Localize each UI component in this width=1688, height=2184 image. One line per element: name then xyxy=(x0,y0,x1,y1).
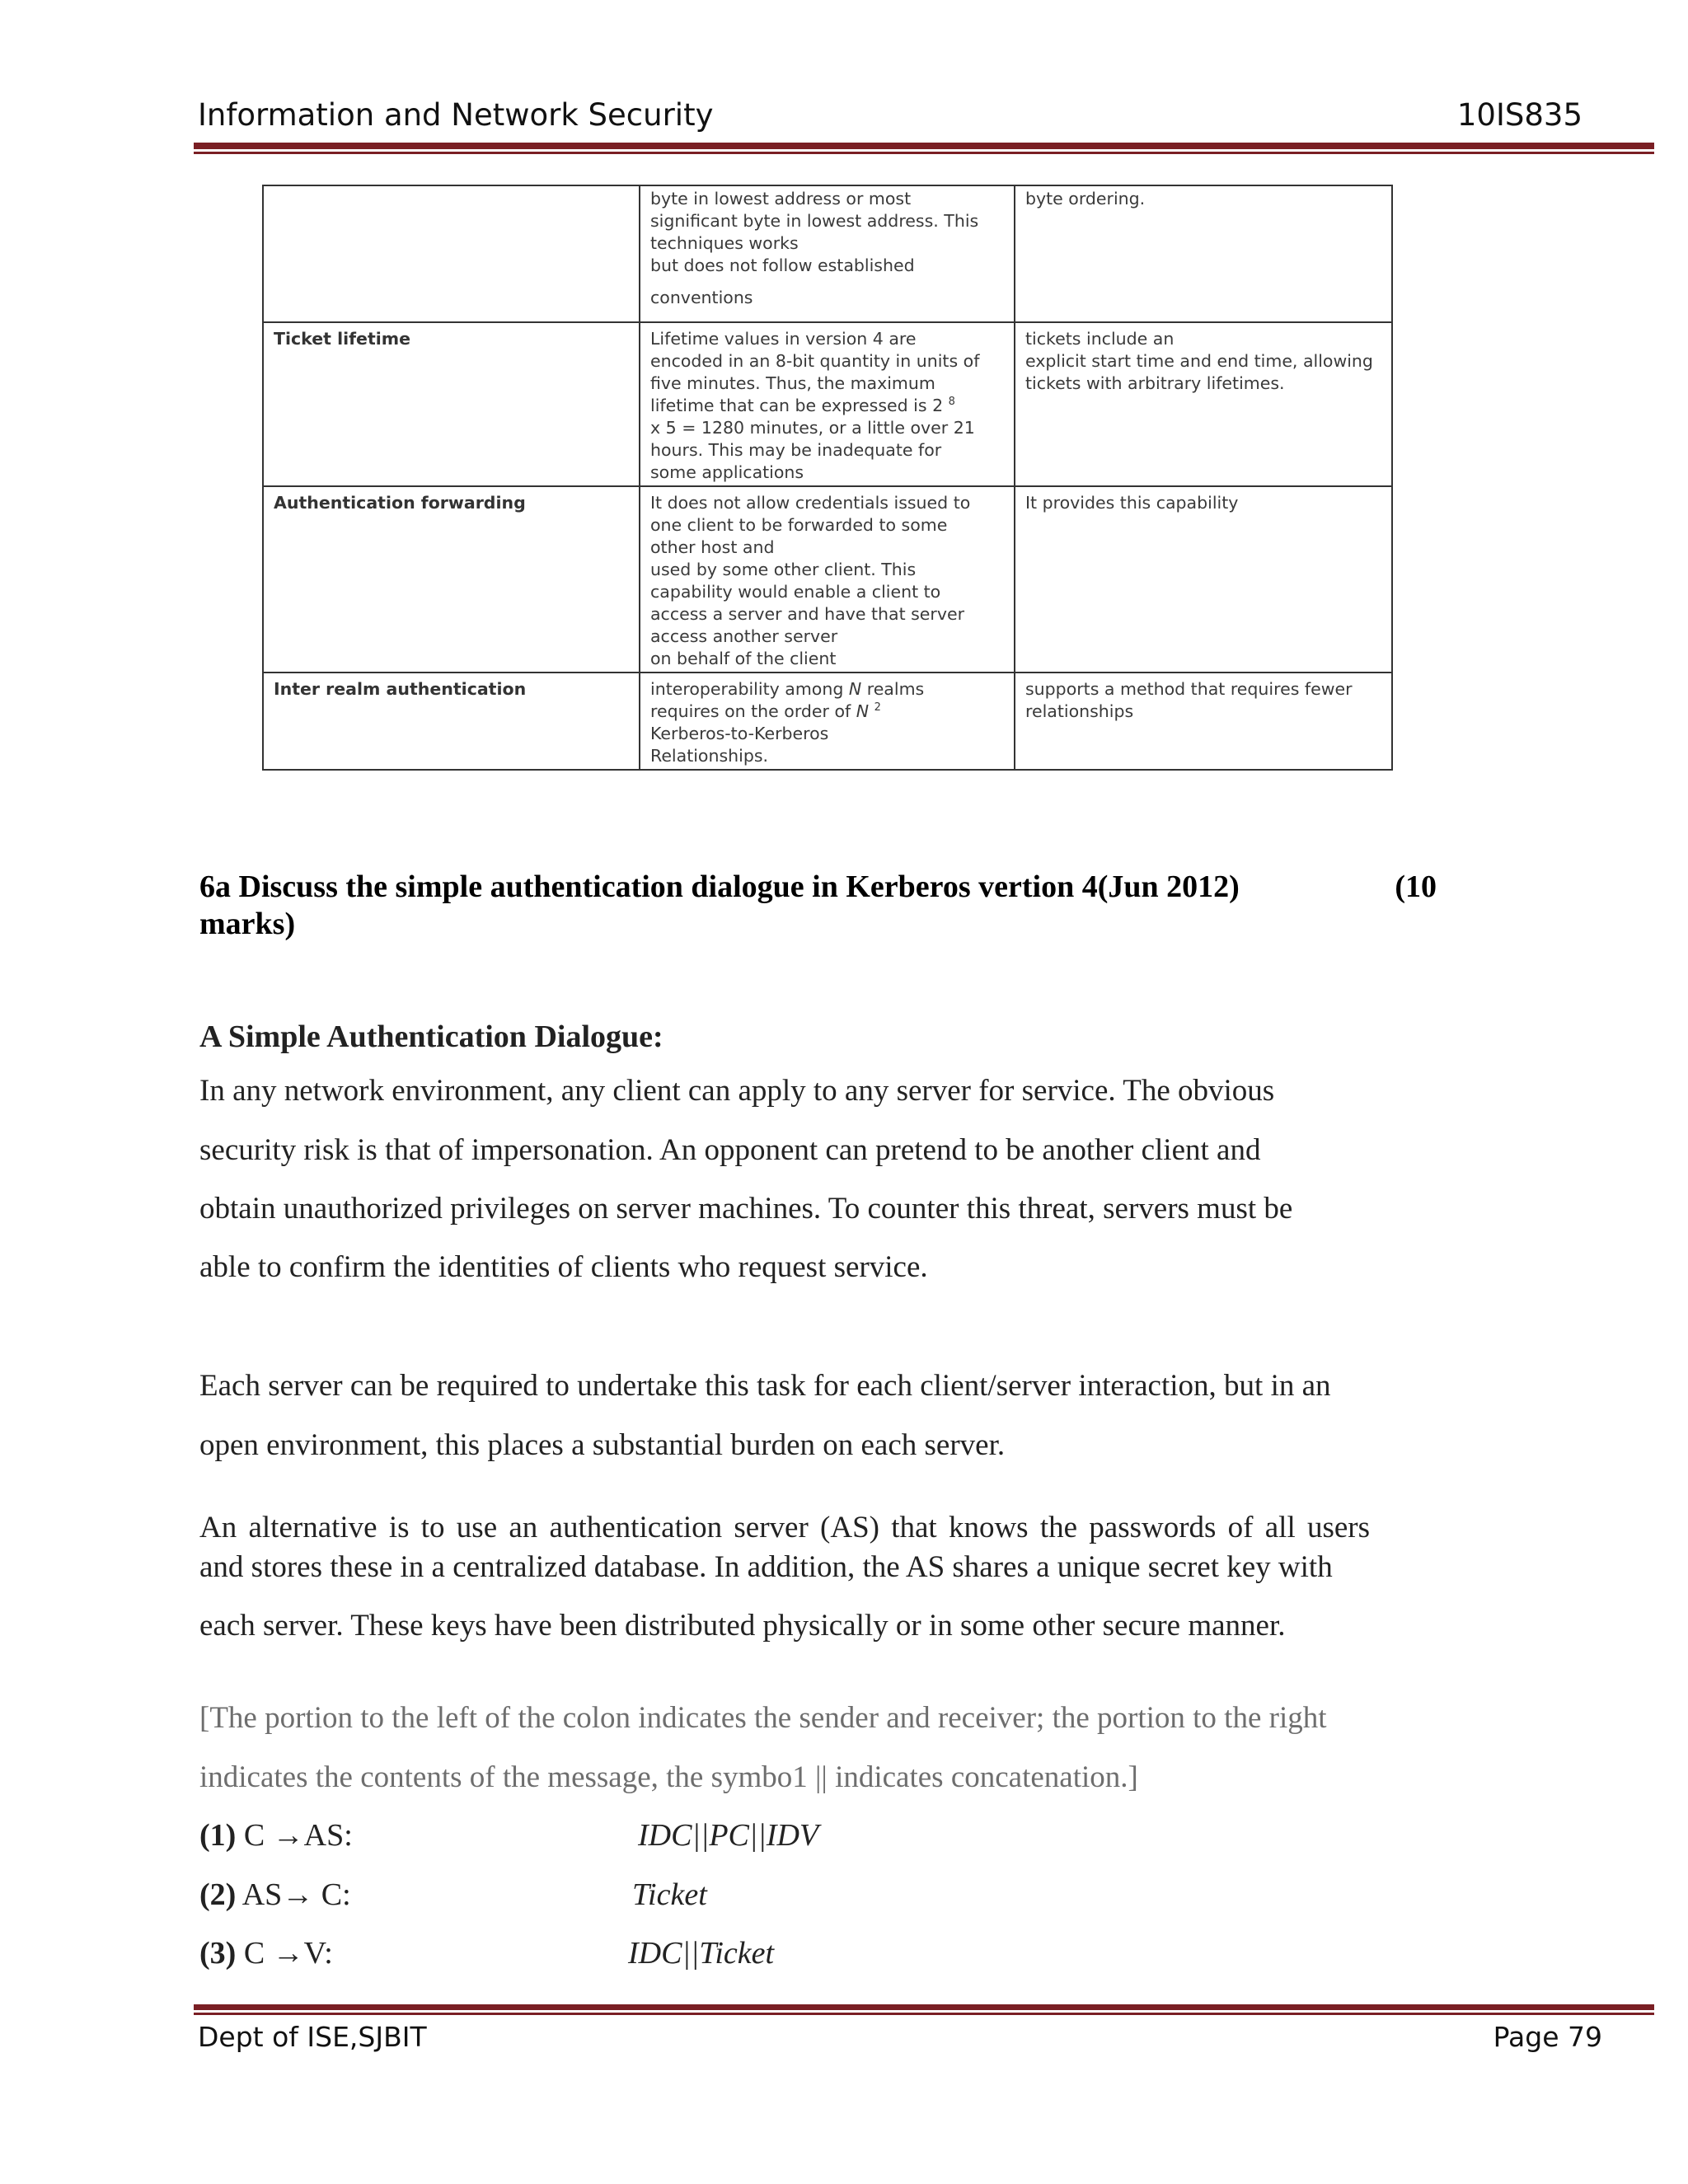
body-line: Each server can be required to undertake this task for each client/server interaction, but in an xyxy=(199,1369,1331,1403)
cell-line: Relationships. xyxy=(650,746,769,766)
cell-line: techniques works xyxy=(650,233,799,253)
step-content: IDC||Ticket xyxy=(628,1936,775,1971)
cell-line xyxy=(650,678,1004,701)
body-line: and stores these in a centralized database. In addition, the AS shares a unique secret key with xyxy=(199,1550,1333,1584)
feature-cell: Inter realm authentication xyxy=(263,673,640,770)
v5-cell xyxy=(1015,185,1392,322)
header-rule-thin xyxy=(194,152,1654,154)
exponent: 2 xyxy=(874,701,881,715)
v5-cell xyxy=(1015,486,1392,673)
step-content: Ticket xyxy=(632,1877,707,1912)
table-row xyxy=(263,673,1392,770)
cell-text: realms xyxy=(861,679,925,699)
body-line: each server. These keys have been distributed physically or in some other secure manner. xyxy=(199,1609,1286,1643)
question-heading xyxy=(199,869,1452,943)
v5-cell xyxy=(1015,673,1392,770)
page-number: Page 79 xyxy=(1493,2021,1602,2053)
cell-line: access a server and have that server xyxy=(650,604,965,624)
feature-cell: Authentication forwarding xyxy=(263,486,640,673)
step-number: (2) xyxy=(199,1877,237,1912)
question-marks-cont: marks) xyxy=(199,907,296,941)
footer-rule xyxy=(194,2004,1654,2010)
table-row xyxy=(263,486,1392,673)
body-line: obtain unauthorized privileges on server machines. To counter this threat, servers must be xyxy=(199,1192,1293,1226)
cell-line: one client to be forwarded to some xyxy=(650,515,948,535)
cell-line: supports a method that requires fewer xyxy=(1025,679,1353,699)
page-header xyxy=(198,97,1582,133)
cell-line xyxy=(650,701,1004,723)
cell-line: but does not follow established xyxy=(650,255,915,275)
variable-n: N xyxy=(856,701,870,721)
cell-line: used by some other client. This xyxy=(650,560,917,579)
section-title: A Simple Authentication Dialogue: xyxy=(199,1019,663,1054)
cell-line: five minutes. Thus, the maximum xyxy=(650,373,935,393)
message-step xyxy=(199,1877,707,1913)
cell-line: tickets include an xyxy=(1025,329,1175,349)
v4-cell xyxy=(640,673,1015,770)
footer-dept: Dept of ISE,SJBIT xyxy=(198,2021,427,2053)
cell-text: interoperability among xyxy=(650,679,849,699)
step-content: IDC||PC||IDV xyxy=(638,1818,819,1853)
body-line: open environment, this places a substantial burden on each server. xyxy=(199,1428,1006,1462)
page-footer xyxy=(198,2021,1602,2053)
cell-text: requires on the order of xyxy=(650,701,856,721)
cell-text: lifetime that can be expressed is 2 xyxy=(650,396,944,415)
body-line: In any network environment, any client can apply to any server for service. The obvious xyxy=(199,1074,1275,1108)
step-number: (3) xyxy=(199,1936,237,1971)
cell-line: access another server xyxy=(650,626,838,646)
body-line: security risk is that of impersonation. An opponent can pretend to be another client and xyxy=(199,1133,1261,1167)
cell-line: capability would enable a client to xyxy=(650,582,941,602)
cell-line: byte in lowest address or most xyxy=(650,189,912,209)
cell-line xyxy=(650,395,1004,417)
v4-cell xyxy=(640,486,1015,673)
note-line: [The portion to the left of the colon indicates the sender and receiver; the portion to the right xyxy=(199,1701,1327,1735)
cell-line: encoded in an 8-bit quantity in units of xyxy=(650,351,980,371)
step-number: (1) xyxy=(199,1818,237,1853)
step-route: AS→ C: xyxy=(236,1877,351,1912)
footer-rule-thin xyxy=(194,2013,1654,2015)
variable-n: N xyxy=(848,679,862,699)
cell-line: significant byte in lowest address. This xyxy=(650,211,979,231)
question-marks: (10 xyxy=(1395,869,1437,904)
header-rule xyxy=(194,143,1654,149)
cell-line: byte ordering. xyxy=(1025,189,1146,209)
step-route: C →V: xyxy=(236,1936,333,1971)
cell-line: relationships xyxy=(1025,701,1134,721)
exponent: 8 xyxy=(948,396,955,409)
message-step xyxy=(199,1935,775,1971)
table-row xyxy=(263,185,1392,322)
cell-line: It provides this capability xyxy=(1025,493,1239,513)
feature-cell xyxy=(263,185,640,322)
v5-cell xyxy=(1015,322,1392,486)
v4-cell xyxy=(640,322,1015,486)
feature-cell: Ticket lifetime xyxy=(263,322,640,486)
cell-line: x 5 = 1280 minutes, or a little over 21 xyxy=(650,418,975,438)
cell-line: conventions xyxy=(650,288,753,307)
cell-line: explicit start time and end time, allowing xyxy=(1025,351,1373,371)
table-row xyxy=(263,322,1392,486)
cell-line: some applications xyxy=(650,462,804,482)
cell-line: Kerberos-to-Kerberos xyxy=(650,724,829,743)
step-route: C →AS: xyxy=(236,1818,353,1853)
cell-line: hours. This may be inadequate for xyxy=(650,440,942,460)
note-line: indicates the contents of the message, the symbo1 || indicates concatenation.] xyxy=(199,1760,1138,1794)
kerberos-comparison-table xyxy=(262,185,1393,771)
body-line: able to confirm the identities of clients who request service. xyxy=(199,1250,928,1284)
cell-line: other host and xyxy=(650,537,775,557)
header-course-code: 10IS835 xyxy=(1456,97,1582,133)
header-title: Information and Network Security xyxy=(198,97,714,133)
cell-line: on behalf of the client xyxy=(650,649,837,668)
cell-line: Lifetime values in version 4 are xyxy=(650,329,917,349)
cell-line: tickets with arbitrary lifetimes. xyxy=(1025,373,1285,393)
message-step xyxy=(199,1817,819,1854)
body-line: An alternative is to use an authentication server (AS) that knows the passwords of all users xyxy=(199,1511,1371,1544)
v4-cell xyxy=(640,185,1015,322)
question-text: 6a Discuss the simple authentication dialogue in Kerberos vertion 4(Jun 2012) xyxy=(199,869,1240,904)
cell-line: It does not allow credentials issued to xyxy=(650,493,971,513)
